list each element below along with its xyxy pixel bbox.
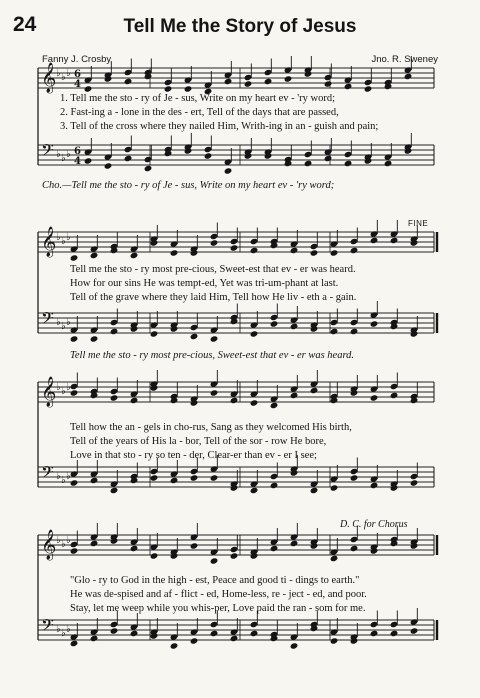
note-head — [370, 320, 379, 327]
system3-verse1-lyric: Tell how the an - gels in cho-rus, Sang as they welcomed His birth, — [70, 422, 352, 433]
note-head — [70, 254, 79, 261]
time-signature-top: 6 — [74, 146, 81, 157]
bass-clef-icon: 𝄢 — [41, 615, 54, 639]
note-head — [330, 328, 339, 335]
note-head — [310, 487, 319, 494]
note-head — [310, 387, 319, 394]
note-head — [130, 545, 139, 552]
flat-icon: ♭ — [56, 149, 61, 160]
note-head — [70, 547, 79, 554]
note-head — [330, 637, 339, 644]
note-head — [270, 402, 279, 409]
system1-chorus-lyric: Cho.—Tell me the sto - ry of Je - sus, Write on my heart ev - 'ry word; — [42, 180, 335, 191]
flat-icon: ♭ — [66, 382, 71, 393]
note-head — [124, 78, 133, 85]
author-credit: Fanny J. Crosby — [42, 54, 112, 65]
flat-icon: ♭ — [66, 624, 71, 635]
bass-clef-icon: 𝄢 — [41, 140, 54, 164]
note-head — [170, 249, 179, 256]
note-head — [230, 397, 239, 404]
note-head — [130, 397, 139, 404]
note-head — [284, 75, 293, 82]
flat-icon: ♭ — [66, 535, 71, 546]
note-head — [210, 630, 219, 637]
system2-chorus-lyric: Tell me the sto - ry most pre-cious, Sweet-est that ev - er was heard. — [70, 350, 355, 361]
note-head — [190, 542, 199, 549]
note-head — [370, 237, 379, 244]
note-head — [84, 157, 93, 164]
note-head — [270, 320, 279, 327]
treble-clef-icon: 𝄞 — [41, 377, 57, 407]
flat-icon: ♭ — [56, 624, 61, 635]
note-head — [110, 328, 119, 335]
note-head — [384, 160, 393, 167]
flat-icon: ♭ — [61, 628, 66, 639]
note-head — [70, 335, 79, 342]
note-head — [290, 540, 299, 547]
time-signature-bottom: 4 — [74, 79, 81, 90]
note-head — [270, 545, 279, 552]
hymn-title: Tell Me the Story of Jesus — [123, 16, 357, 37]
note-head — [264, 78, 273, 85]
treble-clef-icon: 𝄞 — [41, 530, 57, 560]
note-head — [130, 252, 139, 259]
note-head — [210, 239, 219, 246]
flat-icon: ♭ — [66, 317, 71, 328]
note-head — [350, 328, 359, 335]
note-head — [70, 479, 79, 486]
flat-icon: ♭ — [66, 232, 71, 243]
flat-icon: ♭ — [61, 475, 66, 486]
note-head — [330, 555, 339, 562]
note-head — [330, 249, 339, 256]
note-head — [210, 557, 219, 564]
note-head — [170, 642, 179, 649]
note-head — [230, 552, 239, 559]
note-head — [390, 630, 399, 637]
note-head — [344, 83, 353, 90]
note-head — [184, 85, 193, 92]
flat-icon: ♭ — [66, 471, 71, 482]
note-head — [124, 155, 133, 162]
note-head — [104, 162, 113, 169]
note-head — [144, 165, 153, 172]
note-head — [90, 335, 99, 342]
note-head — [190, 474, 199, 481]
note-head — [410, 479, 419, 486]
note-head — [210, 474, 219, 481]
bass-clef-icon: 𝄢 — [41, 308, 54, 332]
note-head — [110, 487, 119, 494]
note-head — [304, 160, 313, 167]
flat-icon: ♭ — [56, 68, 61, 79]
note-head — [110, 627, 119, 634]
note-head — [90, 252, 99, 259]
note-head — [370, 482, 379, 489]
note-head — [110, 394, 119, 401]
note-head — [364, 85, 373, 92]
note-head — [204, 152, 213, 159]
note-head — [390, 392, 399, 399]
time-signature-bottom: 4 — [74, 156, 81, 167]
system2-verse3-lyric: Tell of the grave where they laid Him, Tell how He liv - eth a - gain. — [70, 292, 357, 303]
note-head — [84, 85, 93, 92]
flat-icon: ♭ — [66, 68, 71, 79]
flat-icon: ♭ — [61, 321, 66, 332]
flat-icon: ♭ — [61, 386, 66, 397]
flat-icon: ♭ — [66, 149, 71, 160]
note-head — [324, 80, 333, 87]
note-head — [210, 335, 219, 342]
note-head — [130, 630, 139, 637]
note-head — [410, 627, 419, 634]
note-head — [70, 640, 79, 647]
note-head — [244, 80, 253, 87]
note-head — [330, 484, 339, 491]
flat-icon: ♭ — [61, 236, 66, 247]
system4-verse3-lyric: Stay, let me weep while you whis-per, Love paid the ran - som for me. — [70, 603, 366, 614]
system3-verse3-lyric: Love in that sto - ry so ten - der, Clear-er than ev - er I see; — [70, 450, 317, 461]
note-head — [250, 630, 259, 637]
system2-verse2-lyric: How for our sins He was tempt-ed, Yet was tri-um-phant at last. — [70, 278, 339, 289]
note-head — [290, 323, 299, 330]
note-head — [150, 330, 159, 337]
note-head — [270, 482, 279, 489]
flat-icon: ♭ — [61, 539, 66, 550]
note-head — [390, 237, 399, 244]
note-head — [164, 85, 173, 92]
system4-verse1-lyric: "Glo - ry to God in the high - est, Peace and good ti - dings to earth." — [70, 575, 360, 586]
note-head — [250, 247, 259, 254]
flat-icon: ♭ — [56, 232, 61, 243]
fine-marking: FINE — [408, 219, 429, 228]
system2-verse1-lyric: Tell me the sto - ry most pre-cious, Sweet-est that ev - er was heard. — [70, 264, 356, 275]
dc-marking: D. C. for Chorus — [340, 519, 408, 530]
note-head — [230, 244, 239, 251]
note-head — [370, 630, 379, 637]
flat-icon: ♭ — [56, 535, 61, 546]
note-head — [190, 637, 199, 644]
note-head — [350, 545, 359, 552]
hymn-number: 24 — [13, 13, 37, 36]
system4-verse2-lyric: He was de-spised and af - flict - ed, Home-less, re - ject - ed, and poor. — [70, 589, 367, 600]
note-head — [70, 389, 79, 396]
treble-clef-icon: 𝄞 — [41, 63, 57, 93]
system1-verse3-lyric: 3. Tell of the cross where they nailed Him, Writh-ing in an - guish and pain; — [60, 121, 379, 132]
note-head — [404, 73, 413, 80]
note-head — [290, 642, 299, 649]
note-head — [310, 249, 319, 256]
note-head — [210, 389, 219, 396]
flat-icon: ♭ — [61, 72, 66, 83]
note-head — [224, 78, 233, 85]
note-head — [250, 399, 259, 406]
note-head — [170, 477, 179, 484]
flat-icon: ♭ — [56, 471, 61, 482]
note-head — [150, 552, 159, 559]
time-signature-top: 6 — [74, 69, 81, 80]
note-head — [350, 247, 359, 254]
note-head — [290, 247, 299, 254]
system3-verse2-lyric: Tell of the years of His la - bor, Tell of the sor - row He bore, — [70, 436, 327, 447]
note-head — [370, 394, 379, 401]
note-head — [350, 474, 359, 481]
note-head — [90, 635, 99, 642]
treble-clef-icon: 𝄞 — [41, 227, 57, 257]
system1-verse1-lyric: 1. Tell me the sto - ry of Je - sus, Write on my heart ev - 'ry word; — [60, 93, 336, 104]
note-head — [290, 392, 299, 399]
note-head — [250, 487, 259, 494]
flat-icon: ♭ — [61, 153, 66, 164]
note-head — [250, 330, 259, 337]
note-head — [344, 160, 353, 167]
note-head — [324, 155, 333, 162]
system1-verse2-lyric: 2. Fast-ing a - lone in the des - ert, Tell of the days that are passed, — [60, 107, 339, 118]
note-head — [230, 635, 239, 642]
composer-credit: Jno. R. Sweney — [371, 54, 438, 65]
bass-clef-icon: 𝄢 — [41, 462, 54, 486]
flat-icon: ♭ — [56, 317, 61, 328]
note-head — [90, 540, 99, 547]
note-head — [150, 474, 159, 481]
note-head — [224, 167, 233, 174]
note-head — [190, 333, 199, 340]
flat-icon: ♭ — [56, 382, 61, 393]
note-head — [90, 477, 99, 484]
